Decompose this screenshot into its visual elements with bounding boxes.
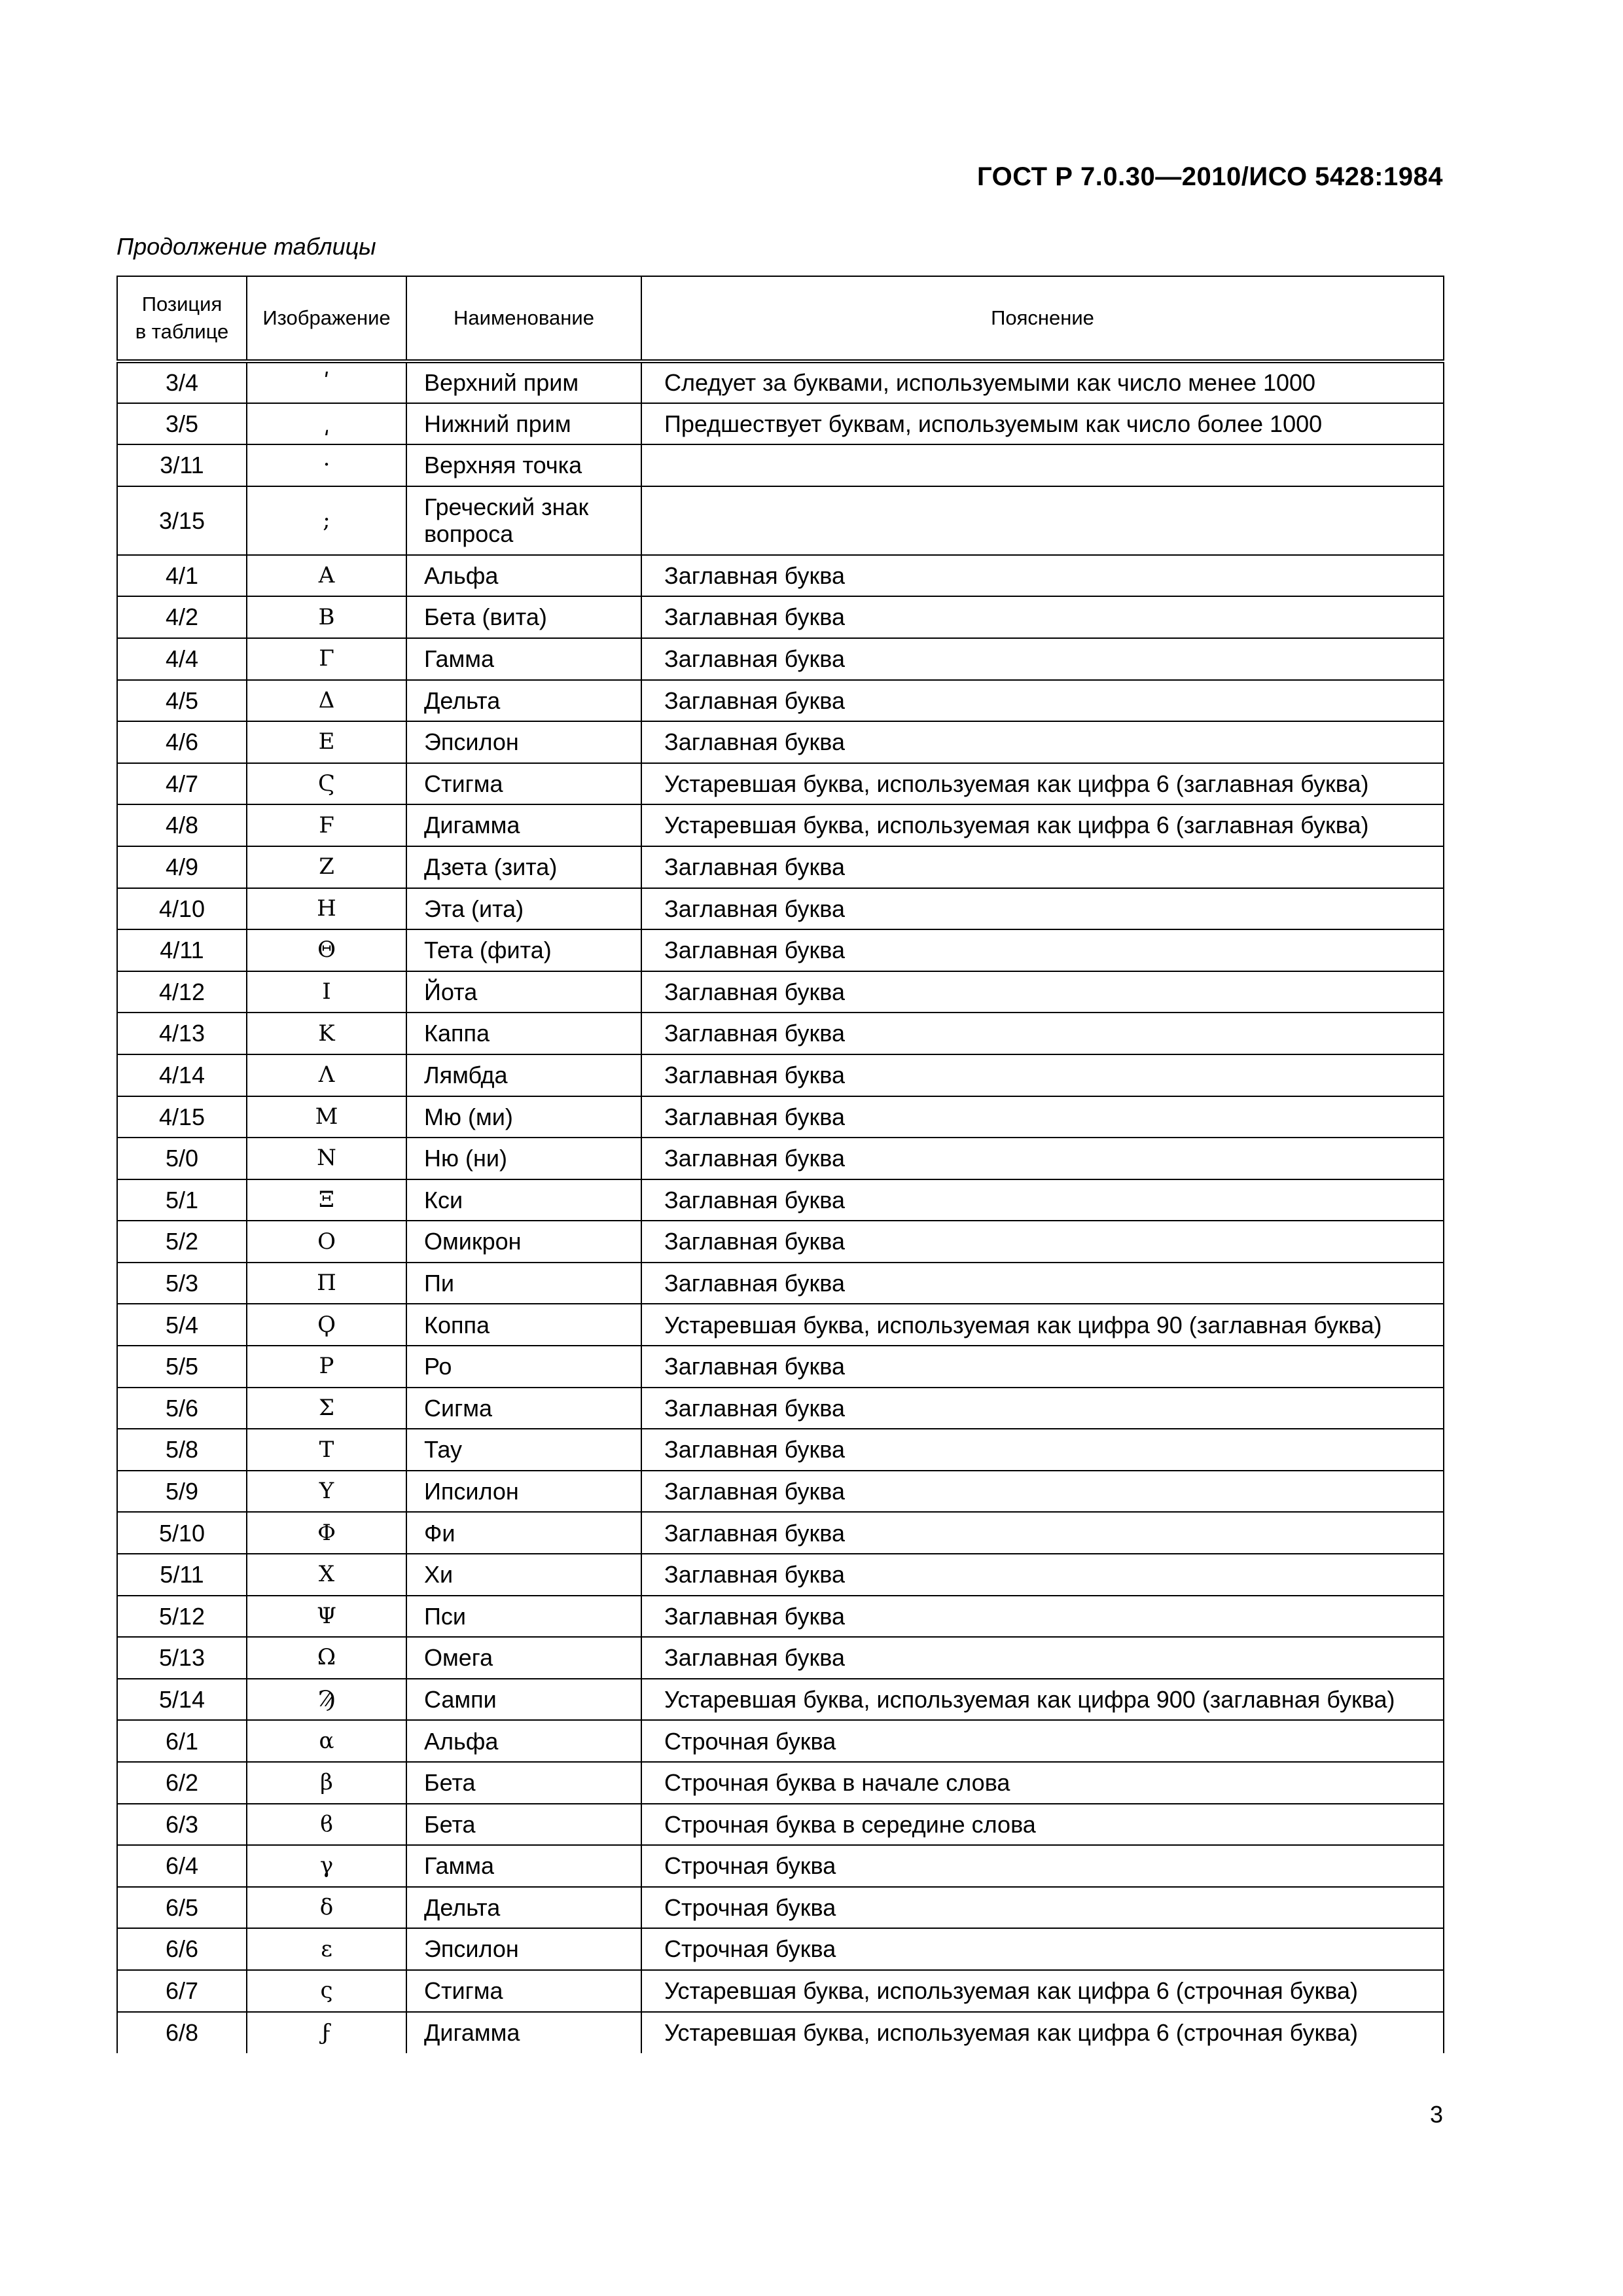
cell-glyph: Χ [247,1554,406,1596]
cell-position: 3/5 [117,403,247,445]
cell-glyph: Π [247,1263,406,1304]
cell-glyph: Δ [247,680,406,722]
cell-glyph: Ϝ [247,804,406,846]
cell-name: Пи [406,1263,641,1304]
cell-position: 5/6 [117,1388,247,1429]
cell-position: 5/14 [117,1679,247,1721]
cell-explanation: Заглавная буква [641,1471,1444,1513]
table-continuation-caption: Продолжение таблицы [116,233,376,260]
cell-position: 5/2 [117,1221,247,1263]
table-row [117,1013,1444,1054]
cell-explanation: Заглавная буква [641,721,1444,763]
cell-position: 5/12 [117,1596,247,1638]
cell-glyph: Ν [247,1138,406,1179]
cell-explanation: Устаревшая буква, используемая как цифра 900 (заглавная буква) [641,1679,1444,1721]
cell-position: 6/7 [117,1970,247,2012]
cell-name: Коппа [406,1304,641,1346]
cell-position: 4/12 [117,971,247,1013]
header-image-label: Изображение [262,306,391,330]
cell-position: 5/10 [117,1512,247,1554]
cell-glyph: Ψ [247,1596,406,1638]
cell-position: 4/13 [117,1013,247,1054]
cell-explanation: Устаревшая буква, используемая как цифра 6 (заглавная буква) [641,763,1444,805]
cell-name: Бета [406,1804,641,1846]
cell-glyph: Ξ [247,1179,406,1221]
table-row [117,888,1444,930]
cell-position: 4/8 [117,804,247,846]
table-body [117,361,1444,2053]
table-row [117,1762,1444,1804]
table-row [117,1138,1444,1179]
cell-position: 5/8 [117,1429,247,1471]
table-row [117,1512,1444,1554]
cell-glyph: Ε [247,721,406,763]
cell-position: 4/6 [117,721,247,763]
table-row [117,1221,1444,1263]
cell-position: 6/3 [117,1804,247,1846]
header-name [406,276,641,361]
cell-glyph: Φ [247,1512,406,1554]
cell-name: Стигма [406,763,641,805]
cell-name: Мю (ми) [406,1096,641,1138]
cell-name: Каппа [406,1013,641,1054]
cell-explanation: Заглавная буква [641,1512,1444,1554]
cell-name: Фи [406,1512,641,1554]
cell-explanation: Заглавная буква [641,1263,1444,1304]
cell-name: Гамма [406,638,641,680]
cell-explanation: Строчная буква [641,1845,1444,1887]
cell-glyph: Γ [247,638,406,680]
cell-explanation: Заглавная буква [641,555,1444,597]
cell-explanation: Устаревшая буква, используемая как цифра 90 (заглавная буква) [641,1304,1444,1346]
cell-explanation: Заглавная буква [641,1221,1444,1263]
table-row [117,403,1444,445]
cell-name: Лямбда [406,1054,641,1096]
table-row [117,1887,1444,1929]
cell-name: Нижний прим [406,403,641,445]
cell-explanation: Заглавная буква [641,1179,1444,1221]
cell-name: Дзета (зита) [406,846,641,888]
cell-explanation: Заглавная буква [641,1054,1444,1096]
table-row [117,1637,1444,1679]
cell-name: Ипсилон [406,1471,641,1513]
cell-explanation: Строчная буква в начале слова [641,1762,1444,1804]
cell-explanation: Заглавная буква [641,846,1444,888]
cell-glyph: ϐ [247,1804,406,1846]
cell-name: Эпсилон [406,1928,641,1970]
cell-explanation: Заглавная буква [641,1429,1444,1471]
cell-glyph: Υ [247,1471,406,1513]
cell-name: Греческий знак вопроса [406,486,641,555]
cell-glyph: Η [247,888,406,930]
cell-position: 6/6 [117,1928,247,1970]
cell-glyph: Ι [247,971,406,1013]
cell-position: 4/2 [117,596,247,638]
cell-name: Кси [406,1179,641,1221]
cell-glyph: Κ [247,1013,406,1054]
cell-glyph: Ζ [247,846,406,888]
table-row [117,804,1444,846]
table-row [117,1263,1444,1304]
cell-glyph: Ϛ [247,763,406,805]
table-row [117,1845,1444,1887]
table-header-row [117,276,1444,361]
cell-glyph: α [247,1720,406,1762]
table-row [117,1554,1444,1596]
cell-position: 5/0 [117,1138,247,1179]
table-row [117,444,1444,486]
cell-name: Омикрон [406,1221,641,1263]
cell-name: Эпсилон [406,721,641,763]
table-row [117,2012,1444,2054]
cell-glyph: Ο [247,1221,406,1263]
cell-glyph: Λ [247,1054,406,1096]
cell-explanation: Заглавная буква [641,596,1444,638]
cell-name: Дигамма [406,2012,641,2054]
cell-glyph: · [247,444,406,486]
table-row [117,555,1444,597]
cell-name: Сигма [406,1388,641,1429]
cell-explanation: Строчная буква [641,1887,1444,1929]
table-row [117,680,1444,722]
cell-name: Альфа [406,1720,641,1762]
cell-explanation: Заглавная буква [641,1096,1444,1138]
cell-position: 4/10 [117,888,247,930]
cell-name: Тета (фита) [406,929,641,971]
cell-position: 4/15 [117,1096,247,1138]
cell-glyph: Ρ [247,1346,406,1388]
cell-explanation: Устаревшая буква, используемая как цифра 6 (строчная буква) [641,1970,1444,2012]
cell-position: 3/4 [117,361,247,403]
cell-explanation: Заглавная буква [641,929,1444,971]
cell-glyph: ͵ [247,403,406,445]
cell-position: 4/5 [117,680,247,722]
table-row [117,486,1444,555]
header-explanation [641,276,1444,361]
cell-name: Дигамма [406,804,641,846]
page-number: 3 [1429,2101,1443,2128]
cell-explanation: Строчная буква в середине слова [641,1804,1444,1846]
table-row [117,596,1444,638]
table-row [117,1596,1444,1638]
cell-position: 5/5 [117,1346,247,1388]
table-row [117,1179,1444,1221]
cell-explanation: Следует за буквами, используемыми как число менее 1000 [641,361,1444,403]
cell-name: Хи [406,1554,641,1596]
cell-glyph: γ [247,1845,406,1887]
cell-name: Альфа [406,555,641,597]
table-row [117,929,1444,971]
cell-glyph: ; [247,486,406,555]
cell-explanation: Заглавная буква [641,1637,1444,1679]
header-image [247,276,406,361]
cell-glyph: Σ [247,1388,406,1429]
cell-position: 4/1 [117,555,247,597]
cell-name: Омега [406,1637,641,1679]
cell-glyph: ϝ [247,2012,406,2054]
cell-position: 5/11 [117,1554,247,1596]
cell-position: 6/5 [117,1887,247,1929]
cell-name: Тау [406,1429,641,1471]
table-row [117,361,1444,403]
cell-position: 4/14 [117,1054,247,1096]
cell-explanation: Строчная буква [641,1928,1444,1970]
cell-name: Йота [406,971,641,1013]
cell-position: 5/13 [117,1637,247,1679]
cell-glyph: ʹ [247,361,406,403]
cell-glyph: ε [247,1928,406,1970]
cell-explanation: Заглавная буква [641,638,1444,680]
table-row [117,971,1444,1013]
cell-glyph: Ω [247,1637,406,1679]
table-row [117,1928,1444,1970]
cell-position: 4/7 [117,763,247,805]
cell-glyph: Μ [247,1096,406,1138]
table-row [117,1679,1444,1721]
table-row [117,1429,1444,1471]
cell-glyph: Ϙ [247,1304,406,1346]
table-row [117,1096,1444,1138]
cell-explanation: Заглавная буква [641,1138,1444,1179]
cell-explanation: Заглавная буква [641,888,1444,930]
cell-position: 5/4 [117,1304,247,1346]
cell-position: 6/1 [117,1720,247,1762]
cell-position: 4/11 [117,929,247,971]
cell-glyph: δ [247,1887,406,1929]
table-row [117,763,1444,805]
cell-explanation: Заглавная буква [641,1346,1444,1388]
cell-glyph: ς [247,1970,406,2012]
cell-name: Верхняя точка [406,444,641,486]
table-row [117,1304,1444,1346]
table-row [117,846,1444,888]
header-explanation-label: Пояснение [991,306,1094,330]
table-row [117,1720,1444,1762]
cell-name: Сампи [406,1679,641,1721]
cell-explanation: Предшествует буквам, используемым как число более 1000 [641,403,1444,445]
cell-name: Гамма [406,1845,641,1887]
cell-position: 3/15 [117,486,247,555]
cell-explanation: Заглавная буква [641,1388,1444,1429]
table-row [117,638,1444,680]
cell-position: 5/3 [117,1263,247,1304]
cell-position: 6/4 [117,1845,247,1887]
cell-name: Верхний прим [406,361,641,403]
cell-explanation: Устаревшая буква, используемая как цифра 6 (строчная буква) [641,2012,1444,2054]
cell-name: Дельта [406,680,641,722]
cell-position: 4/9 [117,846,247,888]
cell-name: Бета (вита) [406,596,641,638]
cell-glyph: β [247,1762,406,1804]
table-row [117,1471,1444,1513]
cell-explanation: Заглавная буква [641,1596,1444,1638]
table-row [117,1388,1444,1429]
cell-glyph: Β [247,596,406,638]
cell-glyph: Θ [247,929,406,971]
cell-explanation: Заглавная буква [641,1013,1444,1054]
cell-explanation: Заглавная буква [641,971,1444,1013]
cell-explanation [641,444,1444,486]
cell-glyph: Τ [247,1429,406,1471]
header-name-label: Наименование [454,306,594,330]
cell-name: Ню (ни) [406,1138,641,1179]
cell-name: Дельта [406,1887,641,1929]
header-position-label: Позиция в таблице [135,293,229,343]
cell-glyph: Ϡ [247,1679,406,1721]
cell-position: 6/8 [117,2012,247,2054]
cell-explanation [641,486,1444,555]
cell-explanation: Устаревшая буква, используемая как цифра 6 (заглавная буква) [641,804,1444,846]
cell-name: Стигма [406,1970,641,2012]
table-row [117,1804,1444,1846]
cell-position: 5/1 [117,1179,247,1221]
cell-name: Эта (ита) [406,888,641,930]
table-row [117,1054,1444,1096]
cell-position: 6/2 [117,1762,247,1804]
cell-explanation: Заглавная буква [641,680,1444,722]
cell-explanation: Строчная буква [641,1720,1444,1762]
table-row [117,1346,1444,1388]
header-position [117,276,247,361]
cell-position: 4/4 [117,638,247,680]
cell-explanation: Заглавная буква [641,1554,1444,1596]
cell-name: Пси [406,1596,641,1638]
cell-glyph: Α [247,555,406,597]
greek-characters-table [116,276,1444,2053]
table-row [117,1970,1444,2012]
cell-position: 5/9 [117,1471,247,1513]
table-row [117,721,1444,763]
cell-name: Бета [406,1762,641,1804]
cell-name: Ро [406,1346,641,1388]
cell-position: 3/11 [117,444,247,486]
document-code: ГОСТ Р 7.0.30—2010/ИСО 5428:1984 [977,162,1443,191]
